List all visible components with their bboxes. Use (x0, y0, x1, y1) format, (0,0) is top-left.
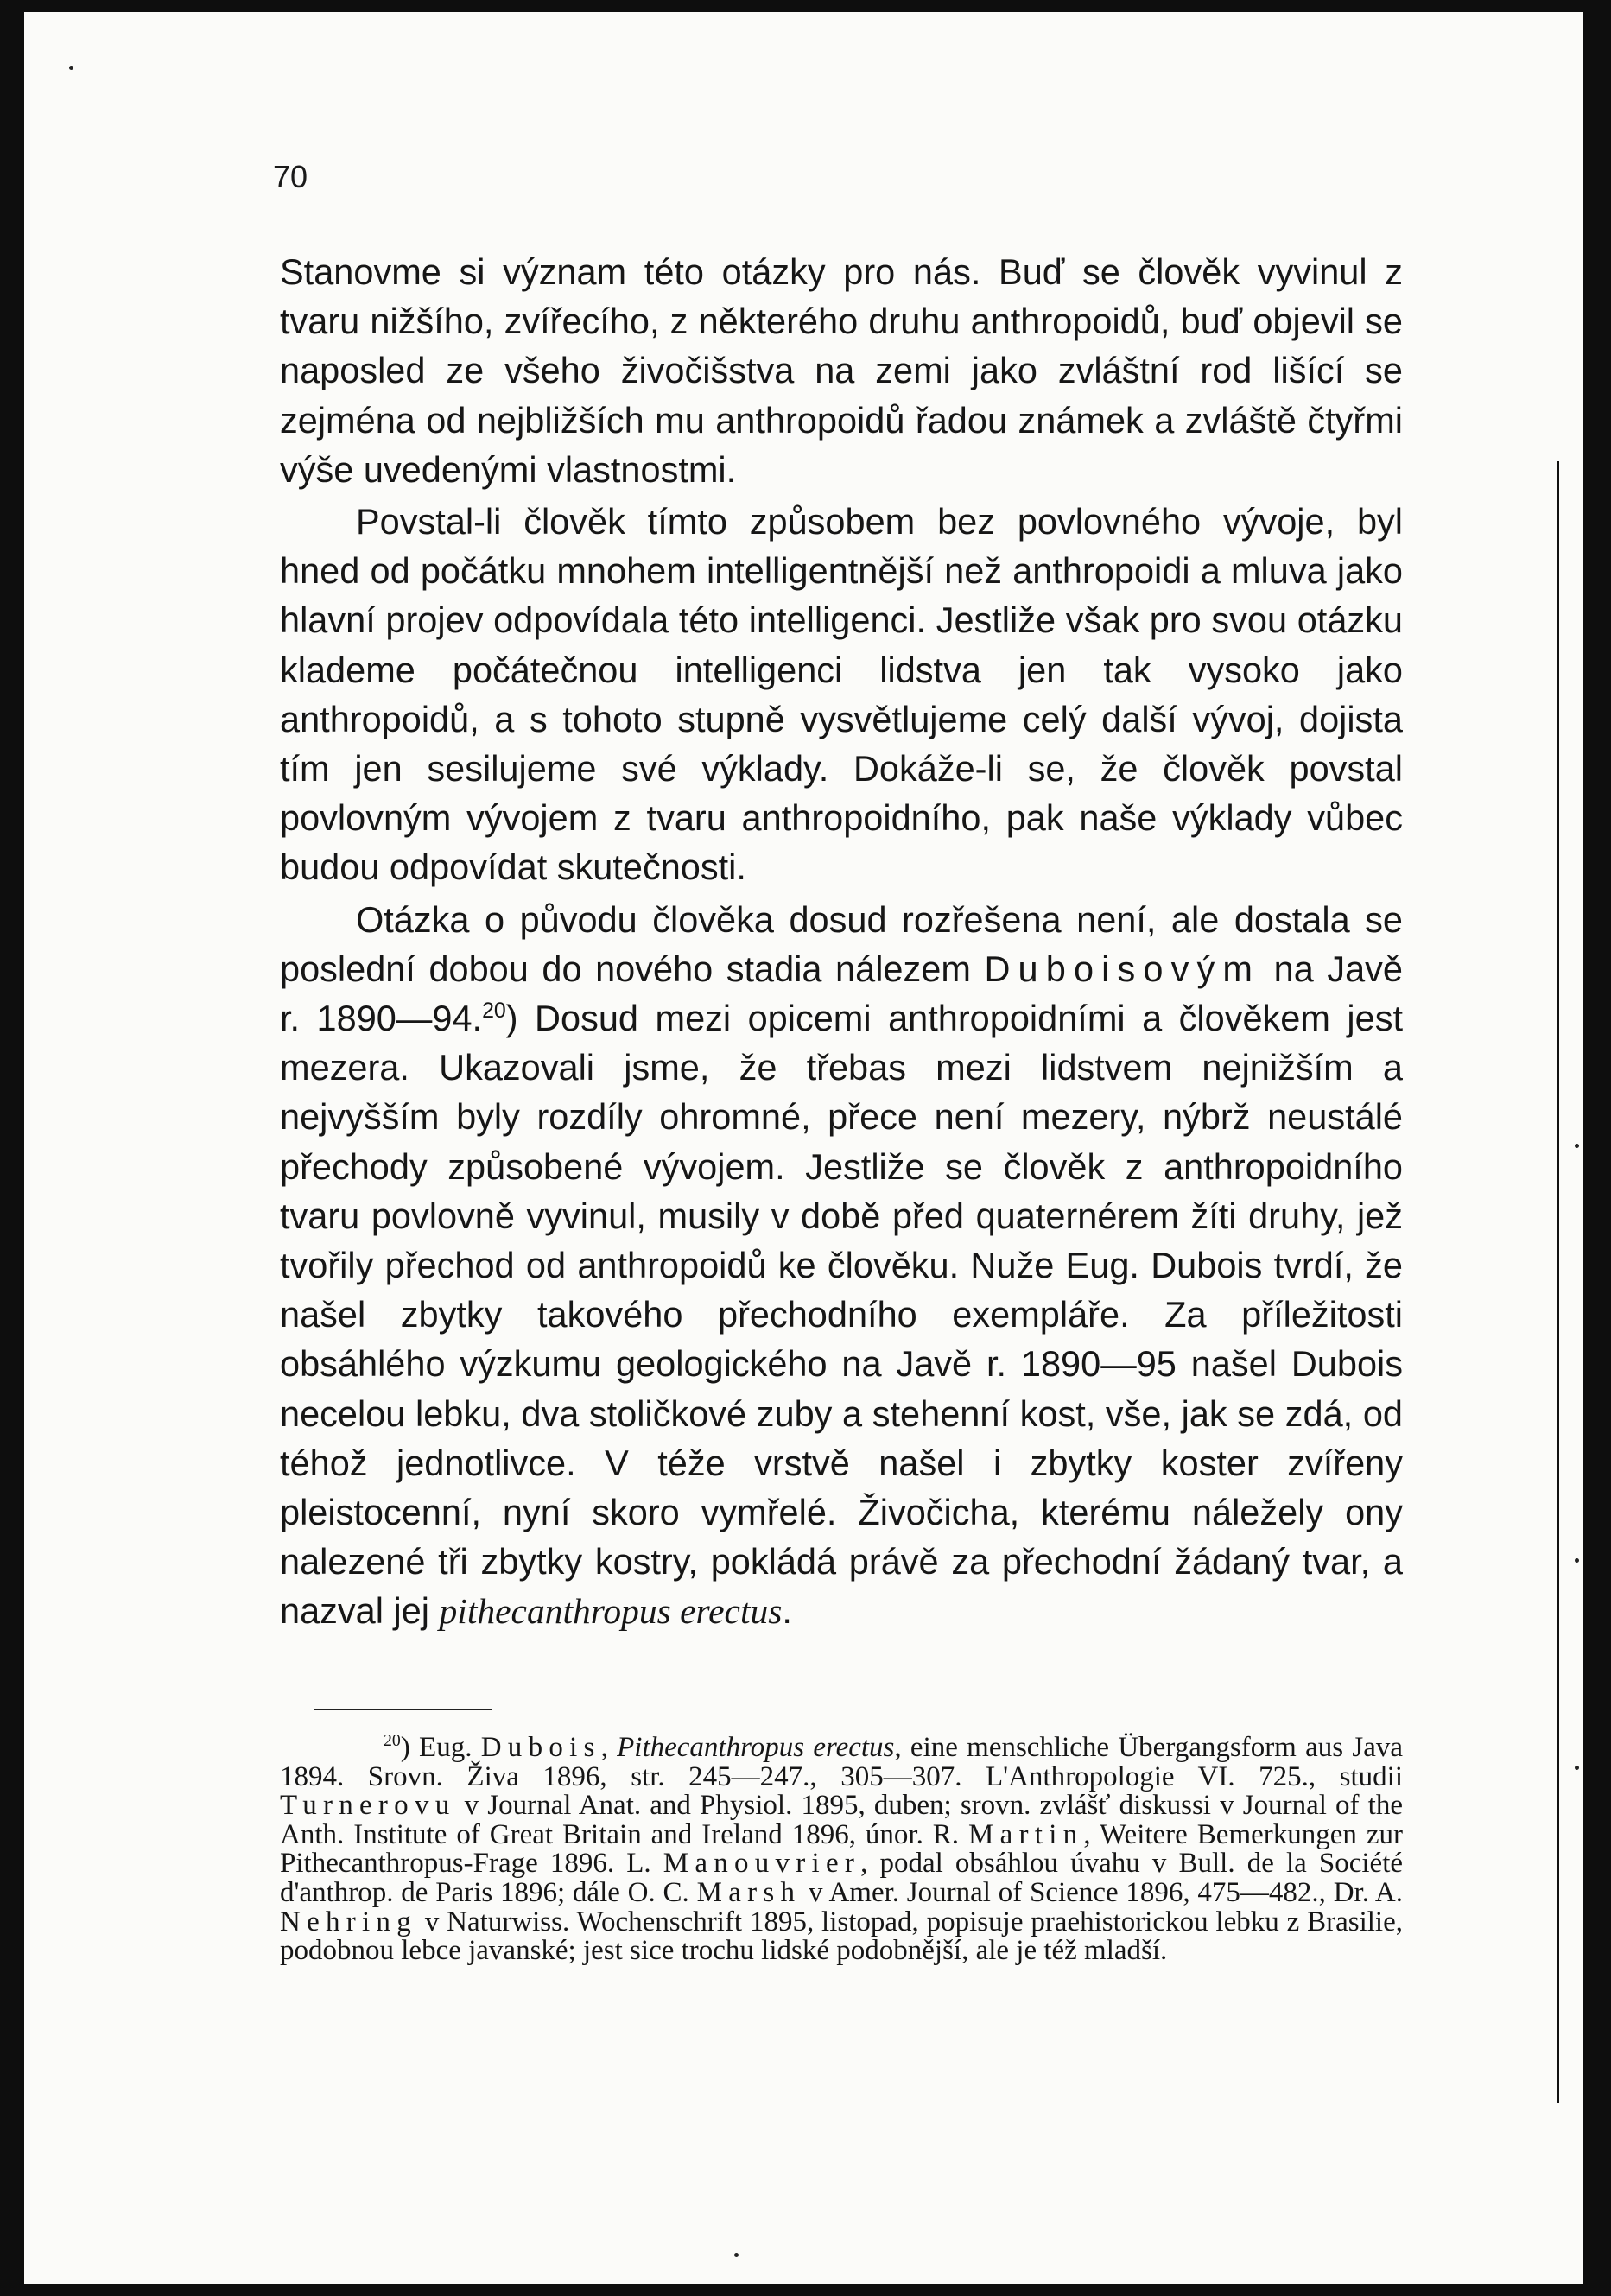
paragraph-3-text-a: Otázka o původu člověka dosud rozřešena není, ale dostala se poslední dobou do nového stadia nálezem (280, 898, 1403, 989)
footnote-text: v Journal Anat. and Physiol. 1895, duben; srovn. zvlášť diskussi v Journal of the Anth. Institute of Great Britain and Ireland 1896, únor. R. (280, 1790, 1403, 1850)
species-name: pithecanthropus erectus (439, 1591, 783, 1632)
footnote-author: Marsh (696, 1876, 802, 1908)
document-page (24, 12, 1583, 2284)
paragraph-3 (280, 895, 1403, 1637)
footnote-author: Manouvrier (663, 1848, 861, 1880)
footnote-separator (314, 1709, 492, 1710)
footnote-text: , Weitere Bemerkungen zur Pithecanthropus-Frage 1896. L. (280, 1818, 1403, 1880)
footnote-author: Nehring (280, 1906, 417, 1938)
paragraph-3-text-c: ) Dosud mezi opicemi anthropoidními a člověkem jest mezera. Ukazovali jsme, že třebas mezi lidstvem nejnižším a nejvyšším byly rozdíly ohromné, přece není mezery, nýbrž neustálé přechody způsobené vývojem. Jestliže se člověk z anthropoidního tvaru povlovně vyvinul, musily v době před quaternérem žíti druhy, jež tvořily přechod od anthropoidů ke člověku. Nuže Eug. Dubois tvrdí, že našel zbytky takového přechodního exempláře. Za příležitosti obsáhlého výzkumu geologického na Javě r. 1890—95 našel Dubois necelou lebku, dva stoličkové zuby a stehenní kost, vše, jak se zdá, od téhož jednotlivce. V téže vrstvě našel i zbytky koster zvířeny pleistocenní, nyní skoro vymřelé. Živočicha, kterému náležely ony nalezené tři zbytky kostry, pokládá právě za přechodní žádaný tvar, a nazval jej (280, 998, 1403, 1632)
paper-speck (1575, 1144, 1579, 1148)
footnote-author: Dubois (480, 1732, 601, 1763)
footnote-text: v Naturwiss. Wochenschrift 1895, listopad, popisuje praehistorickou lebku z Brasilie, podobnou lebce javanské; jest sice trochu lidské podobnější, ale je též mladší. (280, 1906, 1403, 1967)
footnote-text: ) Eug. (400, 1732, 481, 1763)
footnote-author: Turnerovu (280, 1790, 456, 1822)
page-edge-shadow (1557, 461, 1559, 2103)
footnote (280, 1731, 1404, 1967)
paragraph-1: Stanovme si význam této otázky pro nás. Buď se člověk vyvinul z tvaru nižšího, zvířecího, z některého druhu anthropoidů, buď objevil se naposled ze všeho živočišstva na zemi jako zvláštní rod lišící se zejména od nejbližších mu anthropoidů řadou známek a zvláště čtyřmi výše uvedenými vlastnostmi. (280, 251, 1403, 490)
page-number: 70 (273, 159, 308, 194)
footnote-text: , (600, 1732, 618, 1763)
footnote-title: Pithecanthropus erectus (617, 1732, 895, 1763)
paper-speck (734, 2253, 739, 2257)
paper-speck (69, 66, 73, 70)
footnote-text: v Amer. Journal of Science 1896, 475—482., Dr. A. (801, 1876, 1403, 1908)
paragraph-3-text-b: na Javě r. 1890—94. (280, 948, 1403, 1039)
paper-speck (1575, 1558, 1579, 1563)
author-name-dubois: Duboisovým (984, 948, 1261, 989)
footnote-author: Martin (968, 1818, 1084, 1850)
main-text (280, 247, 1403, 1640)
paper-speck (1575, 1766, 1579, 1770)
paragraph-3-end: . (782, 1590, 792, 1632)
footnote-text: , eine menschliche Übergangsform aus Java 1894. Srovn. Živa 1896, str. 245—247., 305—307. L'Anthropologie VI. 725., studii (280, 1732, 1404, 1792)
paragraph-2: Povstal-li člověk tímto způsobem bez povlovného vývoje, byl hned od počátku mnohem intelligentnější než anthropoidi a mluva jako hlavní projev odpovídala této intelligenci. Jestliže však pro svou otázku klademe počátečnou intelligenci lidstva jen tak vysoko jako anthropoidů, a s tohoto stupně vysvětlujeme celý další vývoj, dojista tím jen sesilujeme své výklady. Dokáže-li se, že člověk povstal povlovným vývojem z tvaru anthropoidního, pak naše výklady vůbec budou odpovídat skutečnosti. (280, 501, 1403, 888)
footnote-reference: 20 (482, 999, 506, 1024)
footnote-text: , podal obsáhlou úvahu v Bull. de la Société d'anthrop. de Paris 1896; dále O. C. (280, 1848, 1404, 1908)
footnote-number: 20 (384, 1731, 401, 1750)
